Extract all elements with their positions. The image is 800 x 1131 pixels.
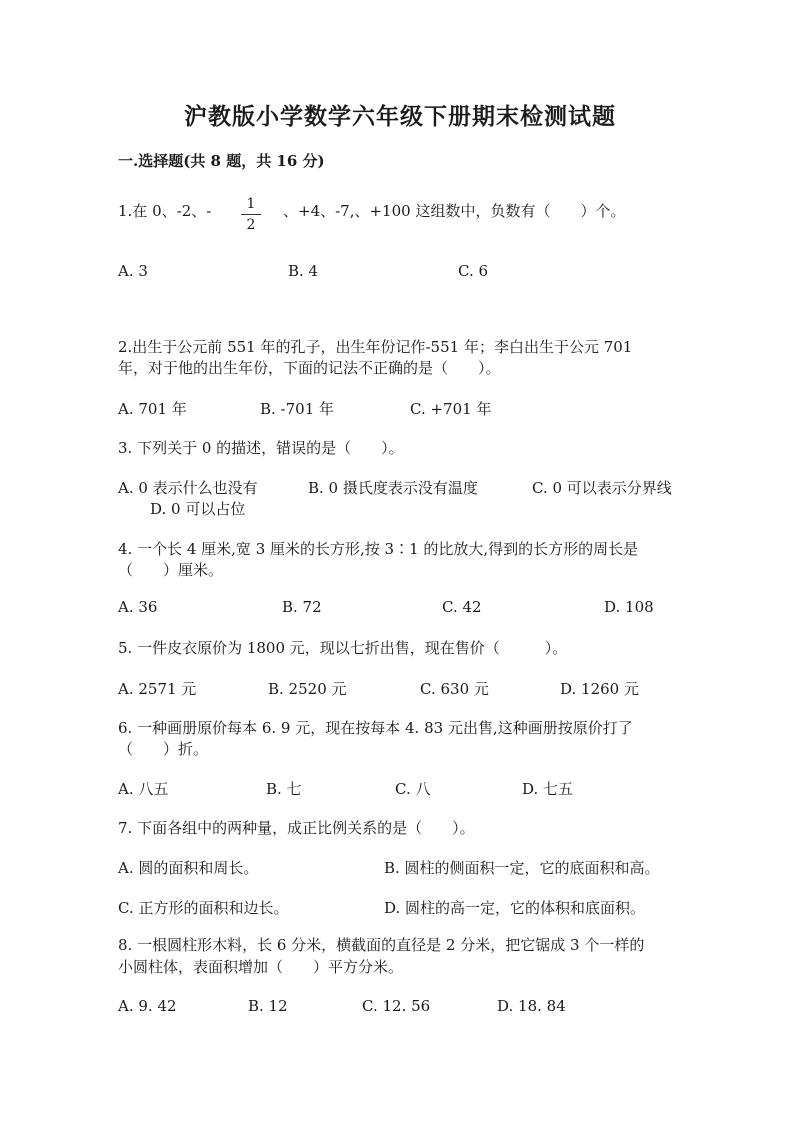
question-6-option-a[interactable]: A. 八五 [118, 780, 169, 798]
question-8-option-d[interactable]: D. 18. 84 [497, 997, 566, 1015]
question-6-option-c[interactable]: C. 八 [395, 780, 431, 798]
question-2-option-c[interactable]: C. +701 年 [410, 400, 492, 418]
question-8-option-c[interactable]: C. 12. 56 [362, 997, 431, 1015]
question-4-line-1: 4. 一个长 4 厘米,宽 3 厘米的长方形,按 3∶1 的比放大,得到的长方形的周长是 [118, 540, 639, 558]
question-7-line-1: 7. 下面各组中的两种量，成正比例关系的是（ ）。 [118, 819, 475, 837]
question-4-option-c[interactable]: C. 42 [442, 598, 482, 616]
question-3-option-c[interactable]: C. 0 可以表示分界线 [532, 479, 672, 497]
question-5-option-a[interactable]: A. 2571 元 [118, 680, 197, 698]
question-3-option-a[interactable]: A. 0 表示什么也没有 [118, 479, 258, 497]
question-3-option-b[interactable]: B. 0 摄氏度表示没有温度 [308, 479, 478, 497]
question-4-option-d[interactable]: D. 108 [604, 598, 654, 616]
question-1-option-a[interactable]: A. 3 [118, 262, 148, 280]
question-7-option-c[interactable]: C. 正方形的面积和边长。 [118, 899, 289, 917]
page-title: 沪教版小学数学六年级下册期末检测试题 [184, 103, 616, 130]
question-5-option-c[interactable]: C. 630 元 [420, 680, 489, 698]
section-heading: 一.选择题(共 8 题，共 16 分) [118, 152, 325, 170]
question-4-option-b[interactable]: B. 72 [282, 598, 322, 616]
question-1-text-start: 1.在 0、-2、- [118, 202, 212, 220]
question-7-option-a[interactable]: A. 圆的面积和周长。 [118, 859, 259, 877]
question-4-line-2: （ ）厘米。 [118, 561, 224, 579]
question-6-option-b[interactable]: B. 七 [266, 780, 302, 798]
question-1-text-end: 、+4、-7,、+100 这组数中，负数有（ ）个。 [283, 202, 626, 220]
question-8-option-b[interactable]: B. 12 [248, 997, 288, 1015]
question-2-option-b[interactable]: B. -701 年 [260, 400, 335, 418]
question-1-option-b[interactable]: B. 4 [288, 262, 319, 280]
question-7-option-b[interactable]: B. 圆柱的侧面积一定，它的底面积和高。 [384, 859, 660, 877]
question-2-line-1: 2.出生于公元前 551 年的孔子，出生年份记作-551 年；李白出生于公元 701 [118, 338, 633, 356]
fraction-one-half [241, 196, 261, 233]
question-6-option-d[interactable]: D. 七五 [522, 780, 574, 798]
question-8-line-1: 8. 一根圆柱形木料，长 6 分米，横截面的直径是 2 分米，把它锯成 3 个一样的 [118, 936, 645, 954]
question-8-option-a[interactable]: A. 9. 42 [118, 997, 177, 1015]
question-3-option-d[interactable]: D. 0 可以占位 [150, 500, 246, 518]
fraction-numerator: 1 [246, 196, 256, 212]
question-4-option-a[interactable]: A. 36 [118, 598, 158, 616]
question-8-line-2: 小圆柱体，表面积增加（ ）平方分米。 [118, 958, 404, 976]
fraction-denominator: 2 [246, 217, 256, 233]
question-7-option-d[interactable]: D. 圆柱的高一定，它的体积和底面积。 [384, 899, 646, 917]
fraction-bar [241, 214, 261, 215]
question-6-line-1: 6. 一种画册原价每本 6. 9 元，现在按每本 4. 83 元出售,这种画册按原价打了 [118, 719, 633, 737]
question-2-option-a[interactable]: A. 701 年 [118, 400, 187, 418]
question-2-line-2: 年，对于他的出生年份，下面的记法不正确的是（ ）。 [118, 359, 501, 377]
question-5-option-b[interactable]: B. 2520 元 [268, 680, 347, 698]
question-5-option-d[interactable]: D. 1260 元 [560, 680, 639, 698]
question-6-line-2: （ ）折。 [118, 740, 209, 758]
question-5-line-1: 5. 一件皮衣原价为 1800 元，现以七折出售，现在售价（ ）。 [118, 639, 568, 657]
question-1-option-c[interactable]: C. 6 [458, 262, 489, 280]
question-3-line-1: 3. 下列关于 0 的描述，错误的是（ ）。 [118, 439, 404, 457]
